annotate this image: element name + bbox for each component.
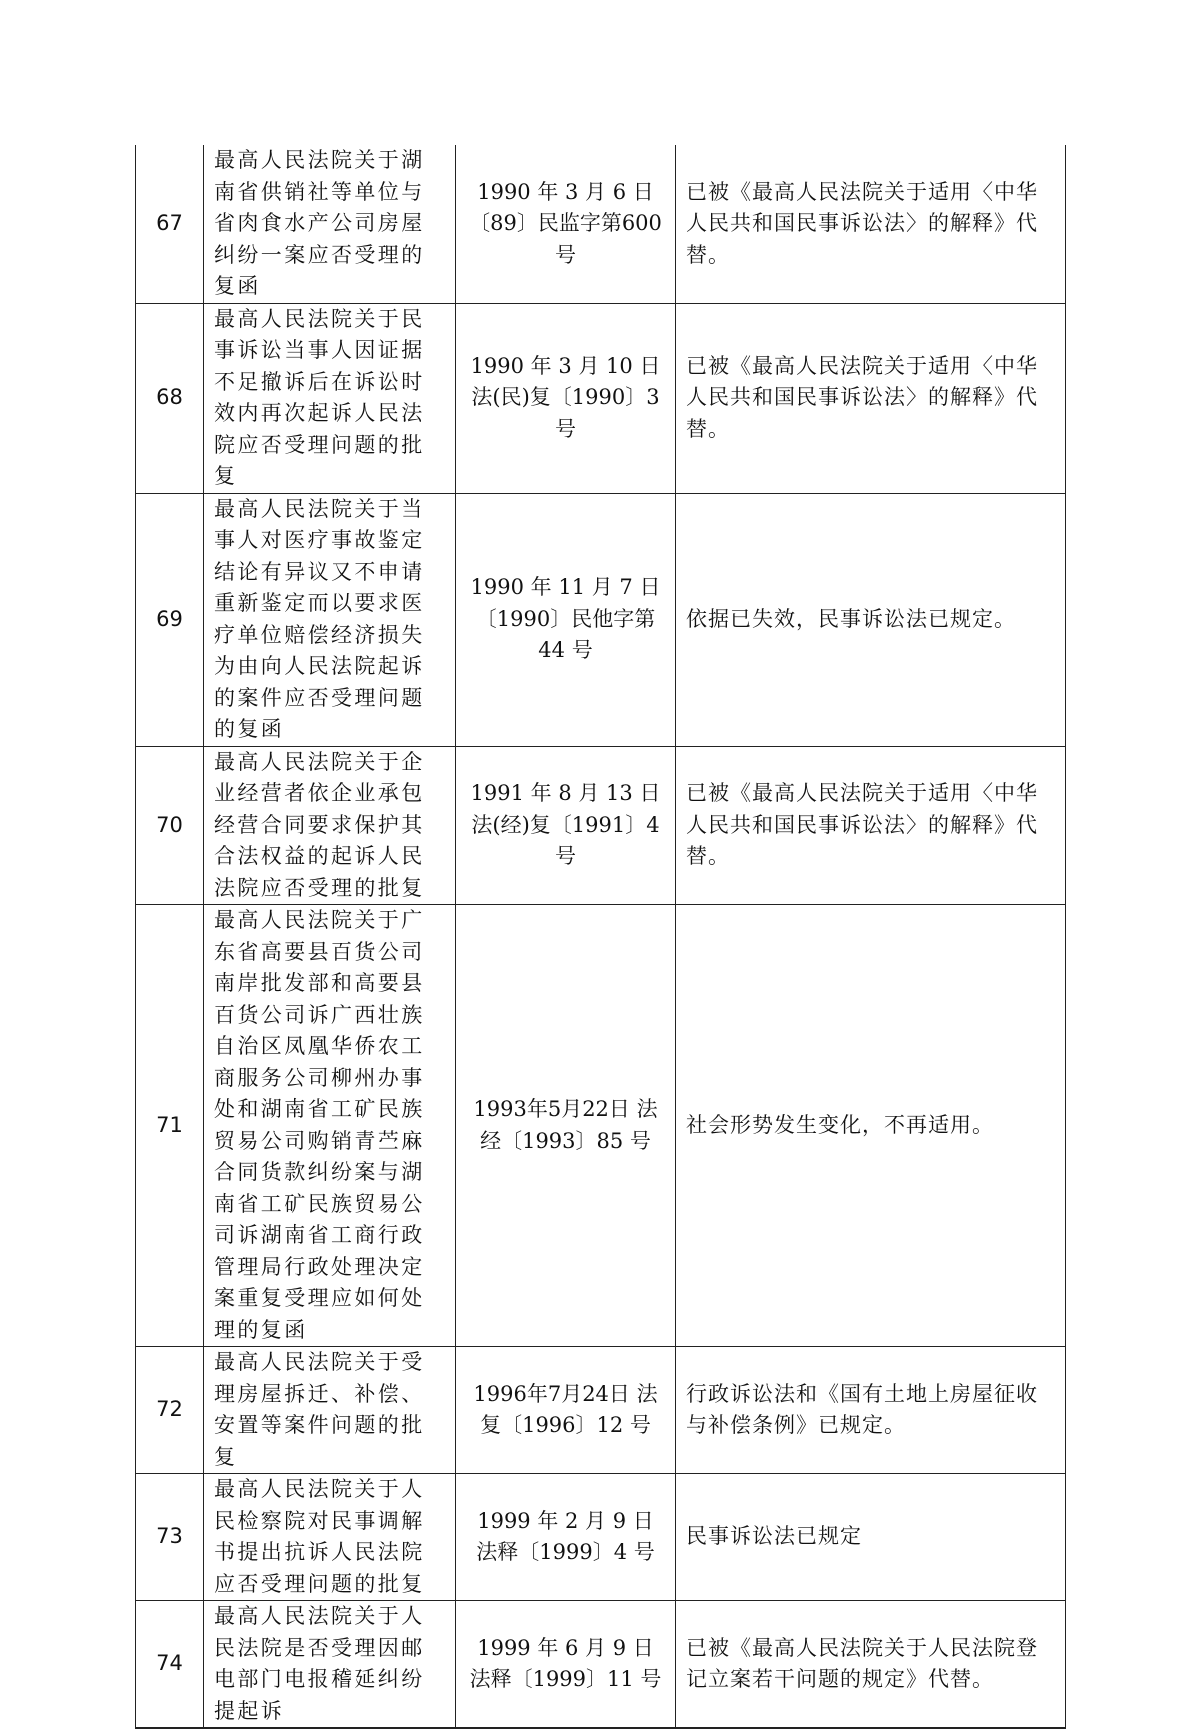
- issue-date-and-number: 1999 年 6 月 9 日 法释〔1999〕11 号: [456, 1601, 676, 1729]
- row-number: 71: [136, 905, 204, 1347]
- repeal-reason: 民事诉讼法已规定: [676, 1474, 1066, 1601]
- issue-date-and-number: 1990 年 3 月 6 日 〔89〕民监字第600 号: [456, 145, 676, 303]
- repeal-reason: 依据已失效，民事诉讼法已规定。: [676, 493, 1066, 746]
- document-title: 最高人民法院关于人民法院是否受理因邮电部门电报稽延纠纷提起诉: [204, 1601, 456, 1729]
- repeal-reason: 社会形势发生变化，不再适用。: [676, 905, 1066, 1347]
- row-number: 69: [136, 493, 204, 746]
- regulations-table: [135, 145, 1066, 1729]
- table-row: [136, 1474, 1066, 1601]
- repeal-reason: 行政诉讼法和《国有土地上房屋征收与补偿条例》已规定。: [676, 1347, 1066, 1474]
- repeal-reason: 已被《最高人民法院关于适用〈中华人民共和国民事诉讼法〉的解释》代替。: [676, 303, 1066, 493]
- document-title: 最高人民法院关于受理房屋拆迁、补偿、安置等案件问题的批复: [204, 1347, 456, 1474]
- row-number: 68: [136, 303, 204, 493]
- document-title: 最高人民法院关于人民检察院对民事调解书提出抗诉人民法院应否受理问题的批复: [204, 1474, 456, 1601]
- row-number: 74: [136, 1601, 204, 1729]
- row-number: 72: [136, 1347, 204, 1474]
- table-row: [136, 1347, 1066, 1474]
- issue-date-and-number: 1993年5月22日 法 经〔1993〕85 号: [456, 905, 676, 1347]
- issue-date-and-number: 1991 年 8 月 13 日 法(经)复〔1991〕4 号: [456, 746, 676, 905]
- table-row: [136, 905, 1066, 1347]
- issue-date-and-number: 1990 年 3 月 10 日 法(民)复〔1990〕3 号: [456, 303, 676, 493]
- table-row: [136, 746, 1066, 905]
- table-row: [136, 1601, 1066, 1729]
- document-title: 最高人民法院关于当事人对医疗事故鉴定结论有异议又不申请重新鉴定而以要求医疗单位赔偿经济损失为由向人民法院起诉的案件应否受理问题的复函: [204, 493, 456, 746]
- row-number: 73: [136, 1474, 204, 1601]
- row-number: 67: [136, 145, 204, 303]
- row-number: 70: [136, 746, 204, 905]
- document-title: 最高人民法院关于广东省高要县百货公司南岸批发部和高要县百货公司诉广西壮族自治区凤凰华侨农工商服务公司柳州办事处和湖南省工矿民族贸易公司购销青苎麻合同货款纠纷案与湖南省工矿民族贸易公司诉湖南省工商行政管理局行政处理决定案重复受理应如何处理的复函: [204, 905, 456, 1347]
- table-row: [136, 493, 1066, 746]
- document-title: 最高人民法院关于民事诉讼当事人因证据不足撤诉后在诉讼时效内再次起诉人民法院应否受理问题的批复: [204, 303, 456, 493]
- document-title: 最高人民法院关于企业经营者依企业承包经营合同要求保护其合法权益的起诉人民法院应否受理的批复: [204, 746, 456, 905]
- document-title: 最高人民法院关于湖南省供销社等单位与省肉食水产公司房屋纠纷一案应否受理的复函: [204, 145, 456, 303]
- repeal-reason: 已被《最高人民法院关于人民法院登记立案若干问题的规定》代替。: [676, 1601, 1066, 1729]
- issue-date-and-number: 1999 年 2 月 9 日 法释〔1999〕4 号: [456, 1474, 676, 1601]
- repeal-reason: 已被《最高人民法院关于适用〈中华人民共和国民事诉讼法〉的解释》代替。: [676, 746, 1066, 905]
- issue-date-and-number: 1990 年 11 月 7 日 〔1990〕民他字第44 号: [456, 493, 676, 746]
- repeal-reason: 已被《最高人民法院关于适用〈中华人民共和国民事诉讼法〉的解释》代替。: [676, 145, 1066, 303]
- table-row: [136, 145, 1066, 303]
- issue-date-and-number: 1996年7月24日 法 复〔1996〕12 号: [456, 1347, 676, 1474]
- table-row: [136, 303, 1066, 493]
